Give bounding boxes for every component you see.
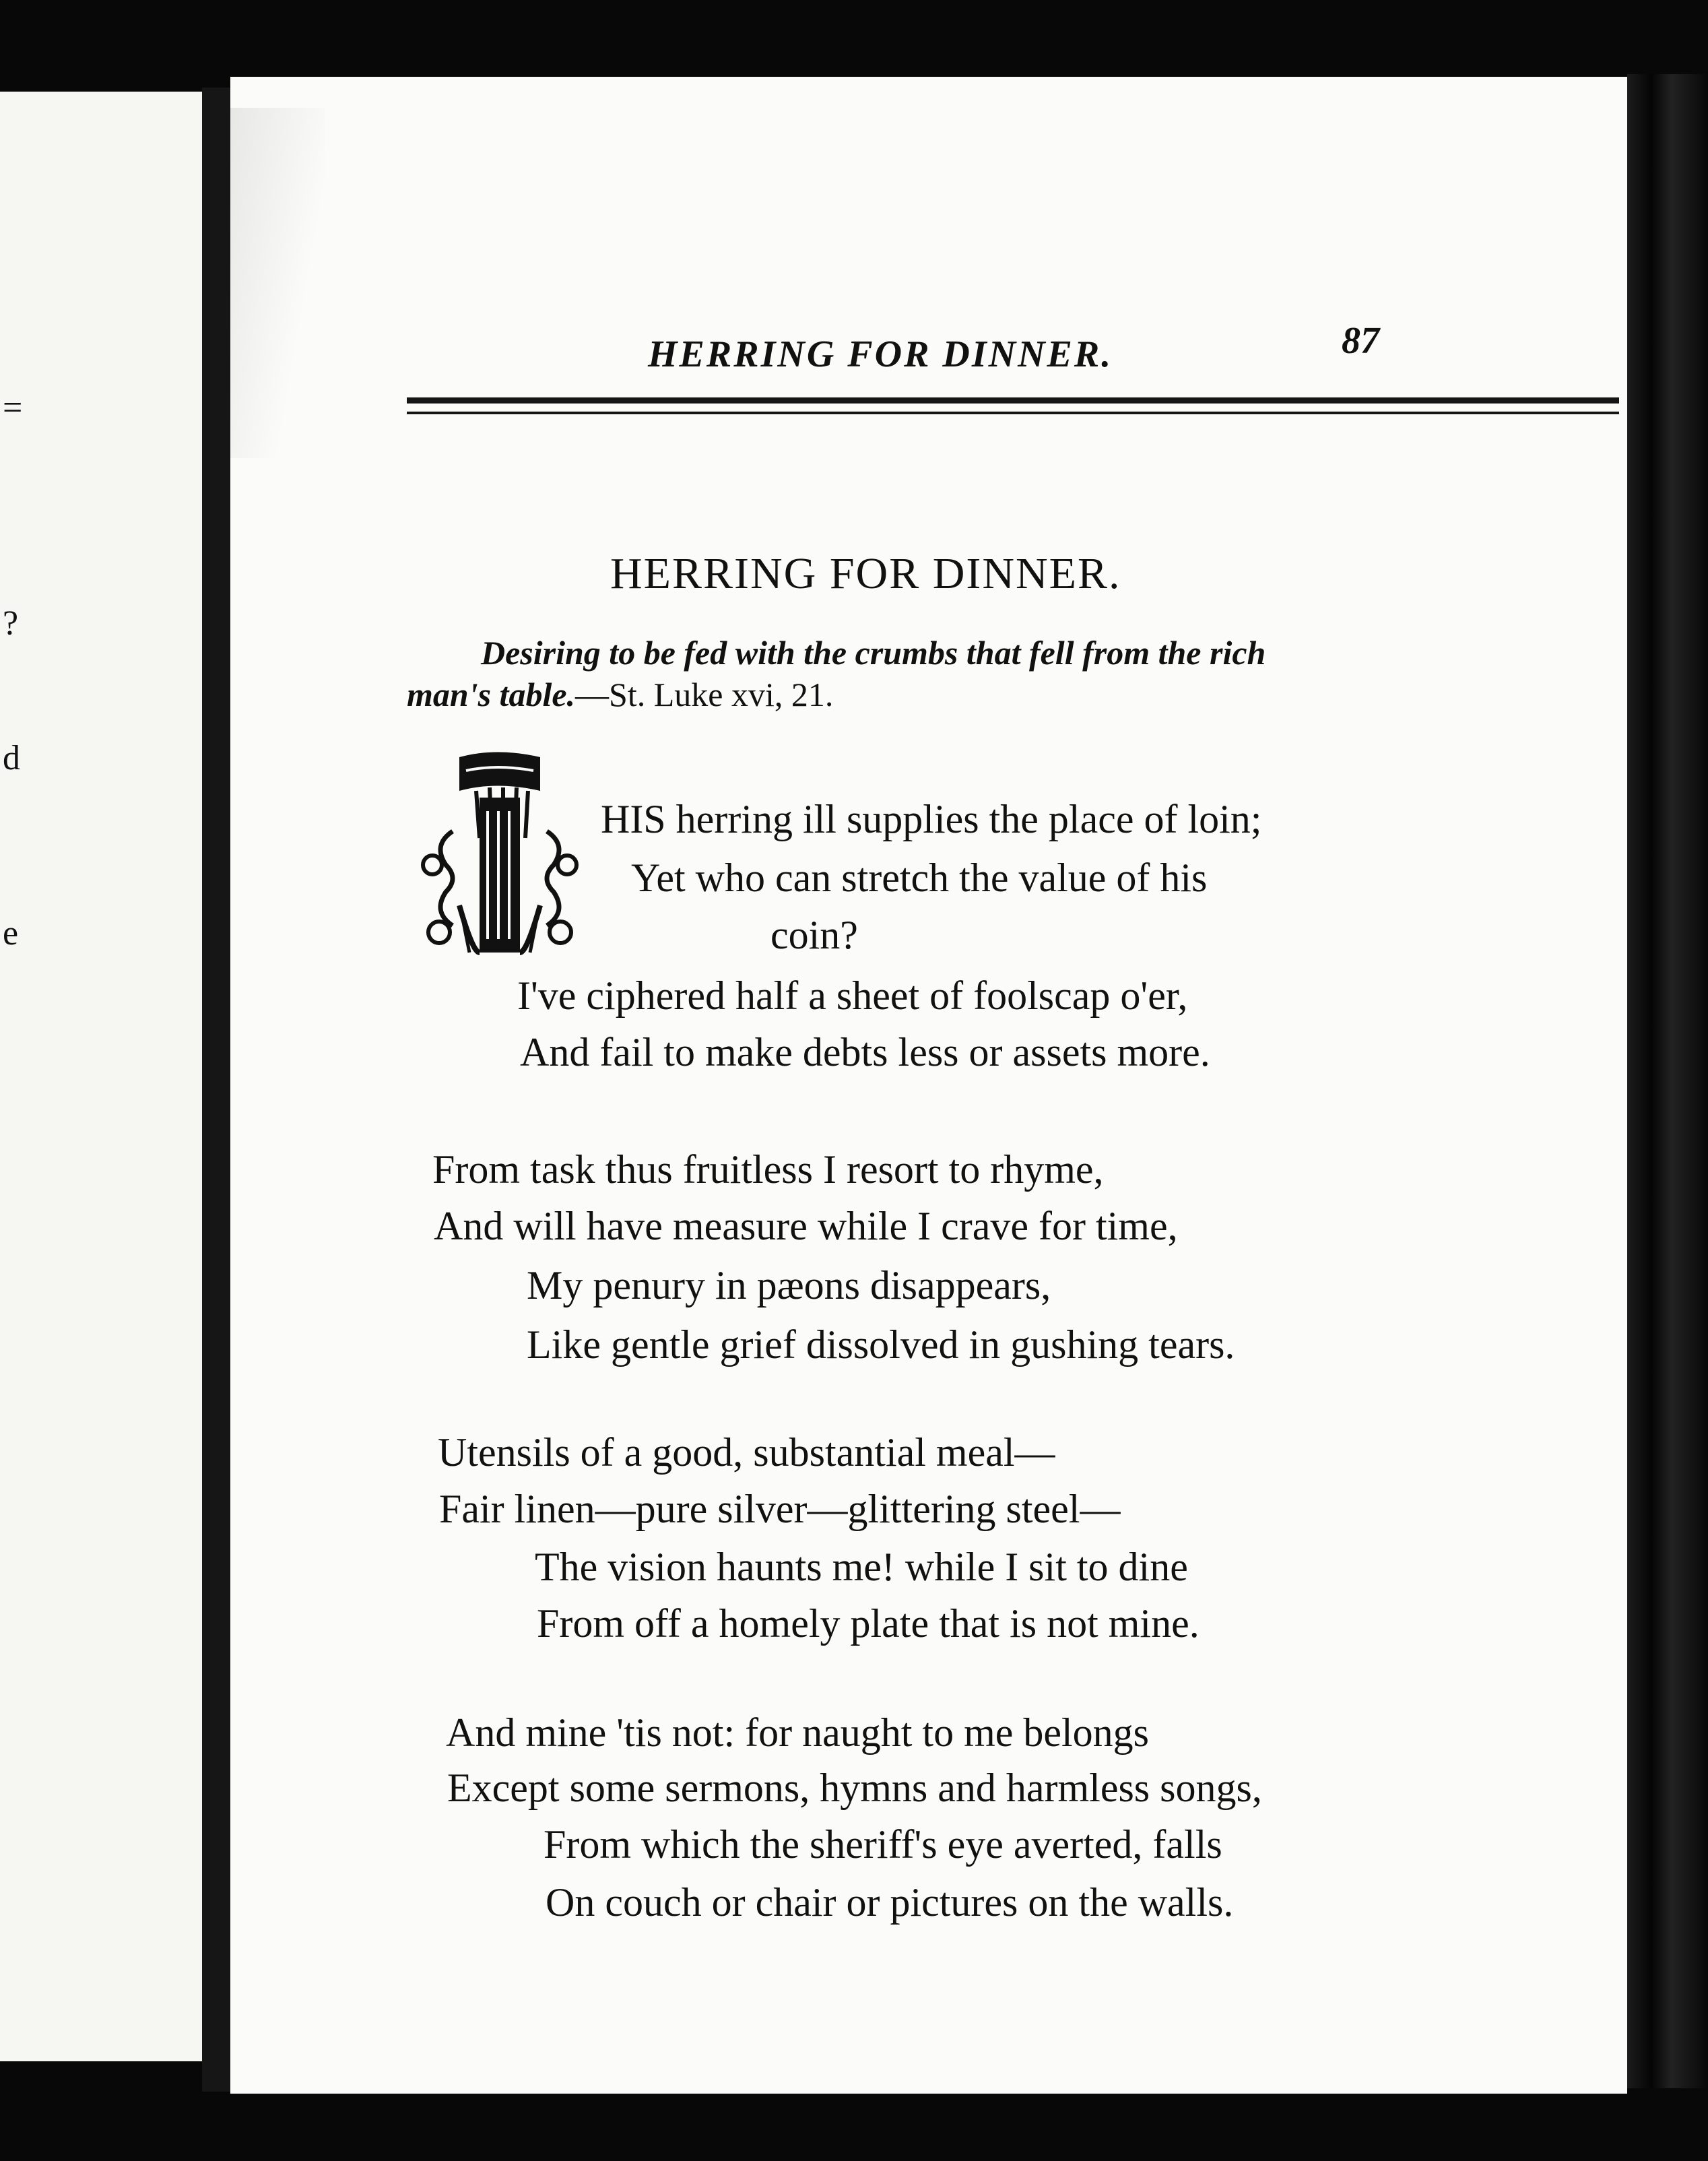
poem-line: And will have measure while I crave for time,: [434, 1204, 1178, 1248]
poem-title: HERRING FOR DINNER.: [610, 549, 1121, 598]
poem-line: And fail to make debts less or assets more.: [520, 1030, 1210, 1074]
epigraph-citation: —St. Luke xvi, 21.: [575, 676, 834, 713]
poem-line: Fair linen—pure silver—glittering steel—: [439, 1487, 1121, 1531]
poem-line: I've ciphered half a sheet of foolscap o'er,: [517, 973, 1188, 1018]
poem-line: Except some sermons, hymns and harmless songs,: [447, 1766, 1262, 1810]
book-edge: [1627, 74, 1708, 2088]
running-head: HERRING FOR DINNER.: [648, 333, 1113, 375]
poem-line: HIS herring ill supplies the place of loin;: [601, 797, 1262, 841]
poem-line: On couch or chair or pictures on the walls.: [546, 1880, 1234, 1925]
poem-line: From task thus fruitless I resort to rhyme,: [432, 1147, 1104, 1192]
poem-body: [230, 77, 1627, 2094]
page-number: 87: [1342, 320, 1379, 362]
poem-line: From off a homely plate that is not mine.: [537, 1601, 1200, 1646]
poem-line: And mine 'tis not: for naught to me belongs: [446, 1710, 1150, 1755]
poem-line: Utensils of a good, substantial meal—: [438, 1430, 1055, 1475]
epigraph-line-1: Desiring to be fed with the crumbs that fell from the rich: [481, 634, 1266, 672]
epigraph-quote-end: man's table.: [407, 676, 576, 713]
poem-line: coin?: [770, 913, 858, 957]
poem-line: My penury in pæons disappears,: [527, 1263, 1051, 1308]
poem-line: The vision haunts me! while I sit to dine: [535, 1545, 1188, 1589]
book-page: [230, 77, 1627, 2094]
book-gutter: [202, 88, 230, 2092]
poem-line: Yet who can stretch the value of his: [631, 856, 1208, 900]
poem-line: From which the sheriff's eye averted, falls: [544, 1822, 1222, 1867]
facing-page-edge-marks: = ? d e: [3, 389, 23, 953]
poem-line: Like gentle grief dissolved in gushing tears.: [527, 1322, 1235, 1367]
facing-page: [0, 92, 202, 2061]
